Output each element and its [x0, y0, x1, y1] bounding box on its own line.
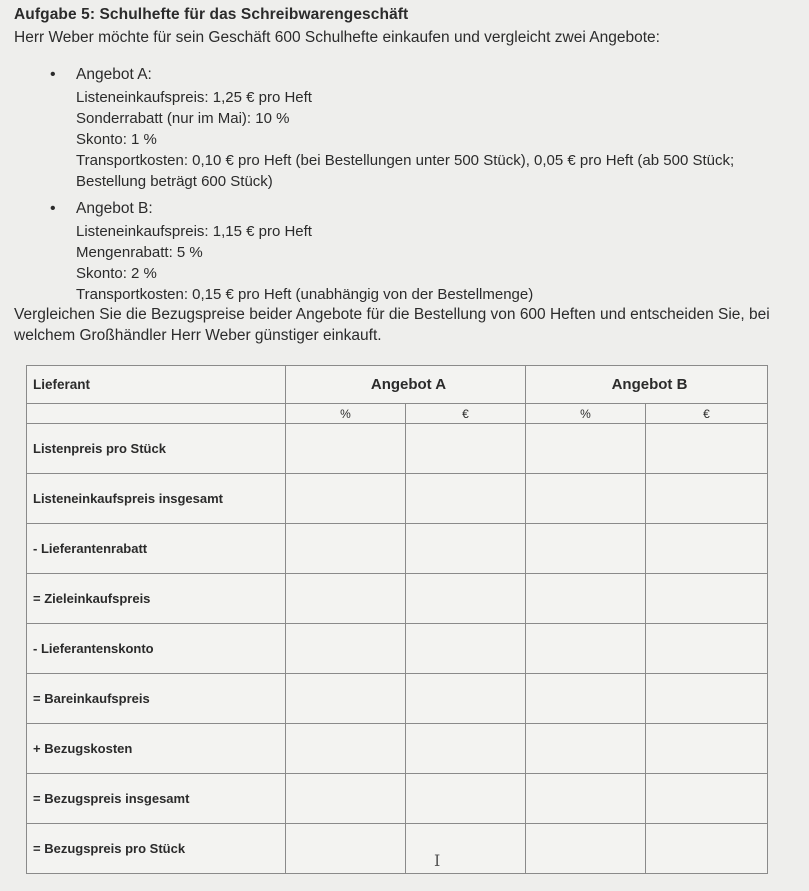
header-b-euro: € [646, 404, 768, 424]
table-row [27, 824, 768, 874]
answer-cell-a-percent[interactable] [286, 624, 406, 674]
answer-cell-a-euro[interactable] [406, 424, 526, 474]
answer-cell-a-euro[interactable] [406, 724, 526, 774]
table-row [27, 624, 768, 674]
row-label: = Bareinkaufspreis [27, 674, 286, 724]
table-row [27, 724, 768, 774]
offer-b-line: Skonto: 2 % [76, 265, 157, 282]
row-label: Listenpreis pro Stück [27, 424, 286, 474]
answer-cell-b-percent[interactable] [526, 724, 646, 774]
answer-cell-a-euro[interactable] [406, 524, 526, 574]
calculation-table [26, 365, 768, 874]
answer-cell-a-euro[interactable] [406, 574, 526, 624]
bullet-icon: • [50, 200, 56, 217]
answer-cell-b-percent[interactable] [526, 624, 646, 674]
offer-a-title: Angebot A: [76, 66, 152, 83]
header-a-percent: % [286, 404, 406, 424]
bullet-icon: • [50, 66, 56, 83]
row-label: + Bezugskosten [27, 724, 286, 774]
offer-b-line: Listeneinkaufspreis: 1,15 € pro Heft [76, 223, 312, 240]
offer-a-line: Listeneinkaufspreis: 1,25 € pro Heft [76, 89, 312, 106]
task-title: Aufgabe 5: Schulhefte für das Schreibwarengeschäft [14, 6, 409, 23]
answer-cell-a-percent[interactable] [286, 674, 406, 724]
answer-cell-a-percent[interactable] [286, 724, 406, 774]
table-row [27, 674, 768, 724]
offer-a-line: Skonto: 1 % [76, 131, 157, 148]
answer-cell-a-percent[interactable] [286, 424, 406, 474]
answer-cell-a-euro[interactable] [406, 774, 526, 824]
header-angebot-b: Angebot B [526, 366, 768, 404]
answer-cell-b-euro[interactable] [646, 424, 768, 474]
offer-a-line: Transportkosten: 0,10 € pro Heft (bei Bestellungen unter 500 Stück), 0,05 € pro Heft (ab 500 Stück; Bestellung beträgt 600 Stück) [76, 152, 735, 190]
header-a-euro: € [406, 404, 526, 424]
answer-cell-b-euro[interactable] [646, 524, 768, 574]
text-cursor-icon: I [434, 851, 441, 870]
answer-cell-a-euro[interactable] [406, 474, 526, 524]
table-row [27, 774, 768, 824]
header-b-percent: % [526, 404, 646, 424]
answer-cell-b-euro[interactable] [646, 674, 768, 724]
task-question: Vergleichen Sie die Bezugspreise beider Angebote für die Bestellung von 600 Heften und entscheiden Sie, bei welchem Großhändler Herr Weber günstiger einkauft. [14, 306, 770, 344]
answer-cell-b-euro[interactable] [646, 574, 768, 624]
answer-cell-b-percent[interactable] [526, 474, 646, 524]
answer-cell-b-percent[interactable] [526, 424, 646, 474]
answer-cell-b-percent[interactable] [526, 824, 646, 874]
offer-b-title: Angebot B: [76, 200, 153, 217]
answer-cell-b-euro[interactable] [646, 774, 768, 824]
row-label: = Zieleinkaufspreis [27, 574, 286, 624]
answer-cell-a-percent[interactable] [286, 774, 406, 824]
row-label: Listeneinkaufspreis insgesamt [27, 474, 286, 524]
table-row [27, 524, 768, 574]
row-label: = Bezugspreis insgesamt [27, 774, 286, 824]
task-intro: Herr Weber möchte für sein Geschäft 600 Schulhefte einkaufen und vergleicht zwei Angebote: [14, 29, 660, 46]
answer-cell-a-percent[interactable] [286, 524, 406, 574]
answer-cell-a-percent[interactable] [286, 824, 406, 874]
answer-cell-a-euro[interactable] [406, 624, 526, 674]
answer-cell-b-euro[interactable] [646, 824, 768, 874]
answer-cell-a-percent[interactable] [286, 574, 406, 624]
header-angebot-a: Angebot A [286, 366, 526, 404]
answer-cell-b-percent[interactable] [526, 524, 646, 574]
row-label: - Lieferantenskonto [27, 624, 286, 674]
answer-cell-a-euro[interactable] [406, 824, 526, 874]
table-row [27, 574, 768, 624]
answer-cell-b-euro[interactable] [646, 474, 768, 524]
row-label: - Lieferantenrabatt [27, 524, 286, 574]
header-empty-cell [27, 404, 286, 424]
answer-cell-b-euro[interactable] [646, 724, 768, 774]
offer-b-line: Transportkosten: 0,15 € pro Heft (unabhängig von der Bestellmenge) [76, 286, 534, 303]
table-row [27, 474, 768, 524]
offer-a-line: Sonderrabatt (nur im Mai): 10 % [76, 110, 290, 127]
answer-cell-a-percent[interactable] [286, 474, 406, 524]
row-label: = Bezugspreis pro Stück [27, 824, 286, 874]
header-lieferant: Lieferant [27, 366, 286, 404]
answer-cell-b-euro[interactable] [646, 624, 768, 674]
answer-cell-b-percent[interactable] [526, 574, 646, 624]
table-row [27, 424, 768, 474]
answer-cell-a-euro[interactable] [406, 674, 526, 724]
answer-cell-b-percent[interactable] [526, 674, 646, 724]
offer-b-line: Mengenrabatt: 5 % [76, 244, 203, 261]
answer-cell-b-percent[interactable] [526, 774, 646, 824]
